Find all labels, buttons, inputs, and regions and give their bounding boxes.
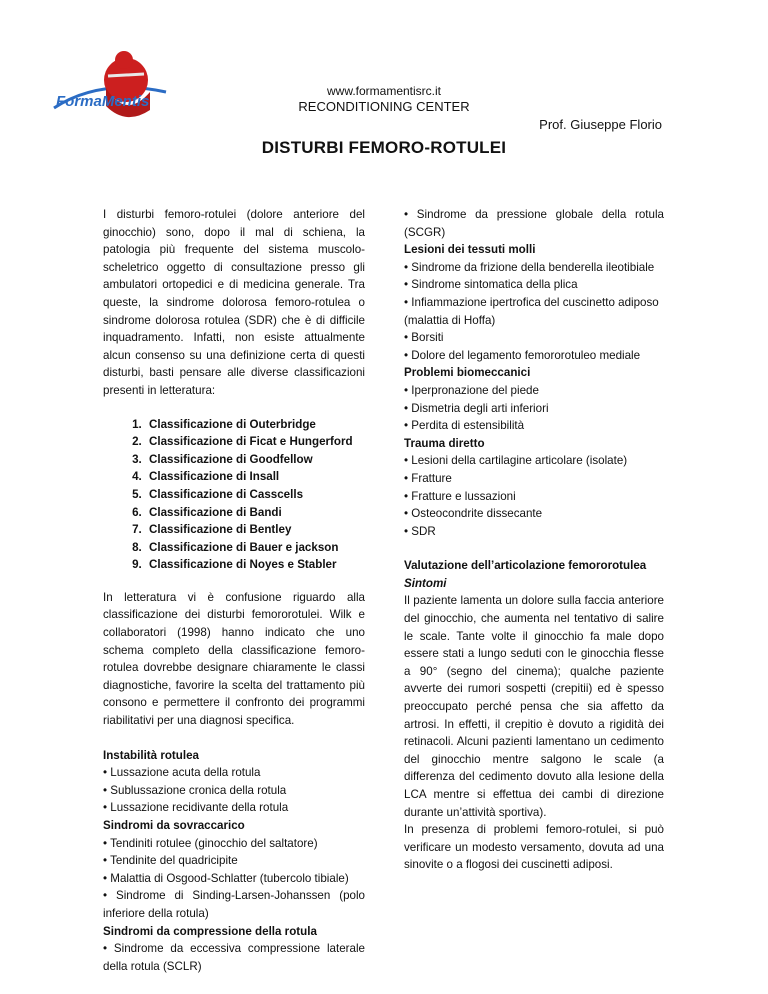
classification-item: 7. Classificazione di Bentley (145, 521, 365, 539)
classification-item: 9. Classificazione di Noyes e Stabler (145, 556, 365, 574)
list-item: • Sindrome da eccessiva compressione laterale della rotula (SCLR) (103, 942, 365, 973)
center-name: RECONDITIONING CENTER (298, 99, 470, 114)
classification-item: 3. Classificazione di Goodfellow (145, 451, 365, 469)
page-title: DISTURBI FEMORO-ROTULEI (261, 138, 507, 157)
classification-item: 4. Classificazione di Insall (145, 468, 365, 486)
section-heading: Sindromi da compressione della rotula (103, 924, 317, 938)
list-item: • Perdita di estensibilità (404, 419, 525, 433)
classification-item: 1. Classificazione di Outerbridge (145, 416, 365, 434)
list-item: • SDR (404, 524, 436, 538)
logo-text: FormaMentis (56, 93, 150, 110)
list-item: • Lussazione recidivante della rotula (103, 801, 289, 815)
list-item: • Tendiniti rotulee (ginocchio del saltatore) (103, 836, 318, 850)
right-column (404, 206, 664, 874)
section-heading: Trauma diretto (404, 436, 485, 450)
list-item: • Dismetria degli arti inferiori (404, 401, 549, 415)
list-item: • Osteocondrite dissecante (404, 507, 543, 521)
list-item: • Tendinite del quadricipite (103, 854, 238, 868)
section-heading: Sindromi da sovraccarico (103, 819, 245, 832)
list-item: • Malattia di Osgood-Schlatter (tubercolo tibiale) (103, 871, 349, 885)
section-heading: Instabilità rotulea (103, 748, 199, 762)
presence-paragraph: In presenza di problemi femoro-rotulei, si può verificare un modesto versamento, dovuta ad una sinovite o a flogosi dei cuscinetti adiposi. (404, 823, 664, 872)
list-item: • Sindrome da frizione della benderella ileotibiale (404, 260, 655, 274)
subsection-heading: Sintomi (404, 576, 447, 590)
section-heading: Lesioni dei tessuti molli (404, 243, 536, 257)
website: www.formamentisrc.it (326, 84, 442, 98)
list-item: • Infiammazione ipertrofica del cuscinetto adiposo (404, 295, 659, 309)
list-item: • Fratture e lussazioni (404, 489, 516, 503)
section-heading: Valutazione dell’articolazione femororotulea (404, 559, 647, 573)
instability-section (103, 747, 365, 976)
literature-paragraph: In letteratura vi è confusione riguardo alla classificazione dei disturbi femororotulei. Wilk e collaboratori (1998) hanno indicato che uno schema completo della classificazione femoro-rotulea dovrebbe designare chiaramente le classi diagnostiche, favorire la scelta del trattamento più consono e permettere il confronto dei programmi riabilitativi per una diagnosi specifica. (103, 590, 365, 728)
list-item: • Sindrome di Sinding-Larsen-Johanssen (polo inferiore della rotula) (103, 889, 365, 920)
left-column (103, 206, 365, 975)
list-item: • Dolore del legamento femororotuleo mediale (404, 348, 641, 362)
author: Prof. Giuseppe Florio (539, 117, 662, 132)
section-heading: Problemi biomeccanici (404, 366, 531, 380)
list-item: • Borsiti (404, 331, 444, 345)
symptoms-paragraph: Il paziente lamenta un dolore sulla faccia anteriore del ginocchio, che aumenta nel tentativo di salire le scale. Tante volte il ginocchio fa male dopo essere stati a lungo seduti con le ginocchia flesse a 90° (segno del cinema); qualche paziente avverte dei rumori sospetti (crepitii) ed è spesso preoccupato perché pensa che sia affetto da artrosi. In effetti, il crepitio è dovuto a rigidità dei retinacoli. Alcuni pazienti lamentano un cedimento del ginocchio mentre salgono le scale (a differenza del cedimento dovuto alla lesione della LCA mentre si effettua dei cambi di direzione durante un’attività sportiva). (404, 594, 664, 819)
list-item: • Fratture (404, 471, 452, 485)
list-item: • Sindrome sintomatica della plica (404, 278, 578, 292)
classification-item: 2. Classificazione di Ficat e Hungerford (145, 433, 365, 451)
classification-list (103, 416, 365, 574)
list-item: • Lussazione acuta della rotula (103, 766, 261, 780)
list-item: • Sindrome da pressione globale della rotula (SCGR) (404, 208, 664, 239)
classification-item: 5. Classificazione di Casscells (145, 486, 365, 504)
list-item: • Lesioni della cartilagine articolare (isolate) (404, 454, 628, 468)
intro-paragraph: I disturbi femoro-rotulei (dolore anteriore del ginocchio) sono, dopo il mal di schiena, la patologia più frequente del sistema muscolo-scheletrico oggetto di consultazione presso gli ambulatori ortopedici e di medicina generale. Tra queste, la sindrome dolorosa femoro-rotulea o sindrome dolorosa rotulea (SDR) che è di difficile inquadramento. Infatti, non esiste attualmente alcun consenso su una definizione certa di questi disturbi, basti pensare alle diverse classificazioni presenti in letteratura: (103, 208, 365, 397)
list-item: • Sublussazione cronica della rotula (103, 783, 287, 797)
classification-item: 6. Classificazione di Bandi (145, 504, 365, 522)
list-item: • Iperpronazione del piede (404, 383, 539, 397)
classification-item: 8. Classificazione di Bauer e jackson (145, 539, 365, 557)
list-item: (malattia di Hoffa) (404, 313, 496, 327)
